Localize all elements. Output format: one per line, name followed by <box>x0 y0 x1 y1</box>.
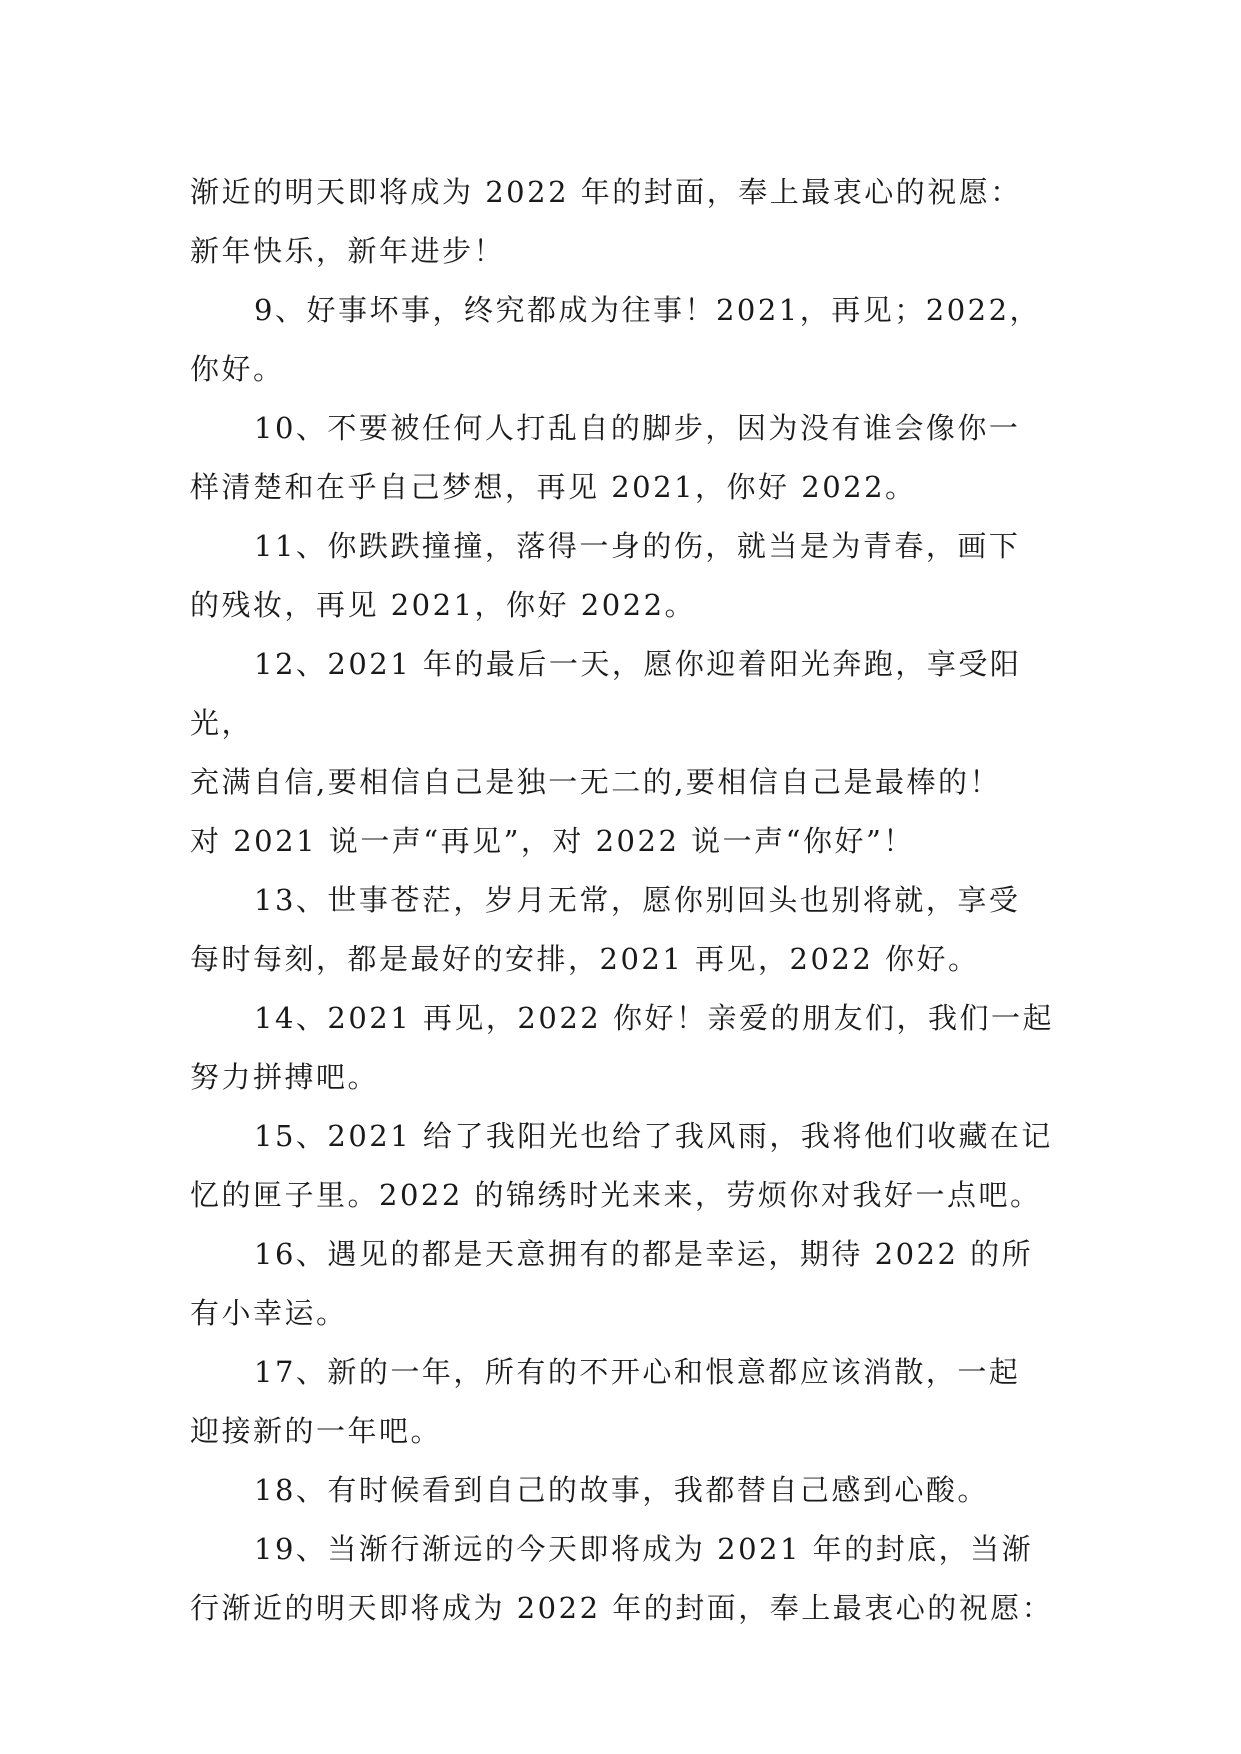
paragraph-item-11: 11、你跌跌撞撞，落得一身的伤，就当是为青春，画下 的残妆，再见 2021，你好 2022。 <box>190 529 1021 622</box>
paragraph-item-10: 10、不要被任何人打乱自的脚步，因为没有谁会像你一 样清楚和在乎自己梦想，再见 2021，你好 2022。 <box>190 411 1021 504</box>
paragraph-item-19: 19、当渐行渐远的今天即将成为 2021 年的封底，当渐 行渐近的明天即将成为 2022 年的封面，奉上最衷心的祝愿： <box>190 1532 1054 1625</box>
paragraph-item-16: 16、遇见的都是天意拥有的都是幸运，期待 2022 的所 有小幸运。 <box>190 1237 1034 1330</box>
paragraph-item-12: 12、2021 年的最后一天，愿你迎着阳光奔跑，享受阳光， 充满自信,要相信自己是独一无二的,要相信自己是最棒的！ 对 2021 说一声“再见”，对 2022 说一声“你好”！ <box>190 647 1022 858</box>
document-body <box>190 163 1070 1638</box>
paragraph-item-15: 15、2021 给了我阳光也给了我风雨，我将他们收藏在记 忆的匣子里。2022 的锦绣时光来来，劳烦你对我好一点吧。 <box>190 1119 1053 1212</box>
paragraph-item-9: 9、好事坏事，终究都成为往事！2021，再见；2022， 你好。 <box>190 293 1042 386</box>
paragraph-item-18: 18、有时候看到自己的故事，我都替自己感到心酸。 <box>254 1473 989 1507</box>
paragraph-item-13: 13、世事苍茫，岁月无常，愿你别回头也别将就，享受 每时每刻，都是最好的安排，2021 再见，2022 你好。 <box>190 883 1021 976</box>
paragraph-item-17: 17、新的一年，所有的不开心和恨意都应该消散，一起 迎接新的一年吧。 <box>190 1355 1021 1448</box>
paragraph-item-14: 14、2021 再见，2022 你好！亲爱的朋友们，我们一起 努力拼搏吧。 <box>190 1001 1054 1094</box>
paragraph-continued: 渐近的明天即将成为 2022 年的封面，奉上最衷心的祝愿： 新年快乐，新年进步！ <box>190 175 1022 268</box>
